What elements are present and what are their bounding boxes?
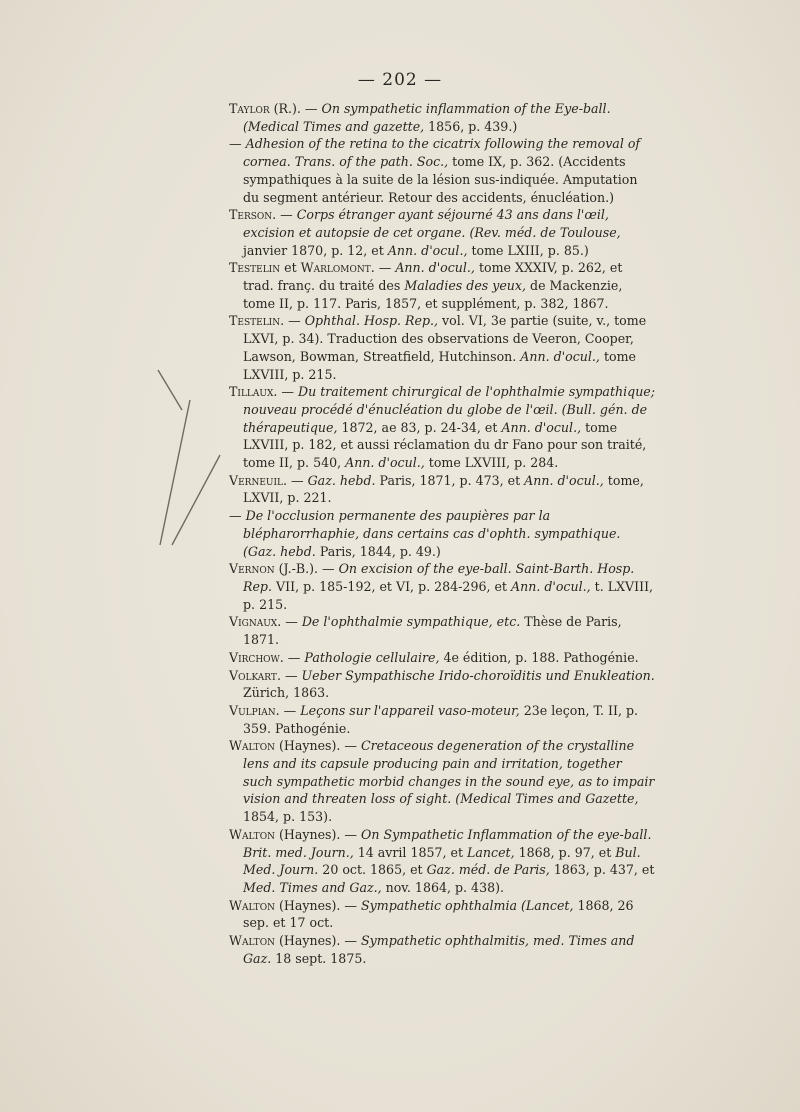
entry-text: (J.-B.). — [274,561,339,577]
entry-text: (Haynes). — [274,738,362,754]
bibliography-entry [229,649,655,667]
entry-author: Vignaux [229,614,278,630]
entry-text: 14 avril 1857, et [353,844,468,860]
entry-author: Terson [229,207,273,223]
entry-title: Sympathetic ophthalmitis, med. Times and Gaz. [243,933,635,966]
entry-author: Taylor [229,101,270,116]
entry-text: tome LXVIII, p. 182, et aussi réclamation du dr Fano pour son traité, tome II, p. 540, [243,419,647,471]
entry-text: janvier 1870, p. 12, et [243,242,388,258]
entry-title: Gaz. hebd. [307,472,376,488]
entry-title: On Sympathetic Inflammation of the eye-ball. Brit. med. Journ., [243,826,652,860]
entry-title: On excision of the eye-ball. Saint-Barth. Hosp. Rep. [243,561,635,594]
entry-title: Med. Times and Gaz., [243,879,382,895]
entry-text: tome LXIII, p. 85.) [467,242,589,258]
entry-text: . — [276,667,302,683]
entry-title: Ophthal. Hosp. Rep., [304,313,439,329]
entry-title: Sympathetic ophthalmia (Lancet, [361,897,574,913]
bibliography-entry [229,206,655,259]
bibliography-entry [229,737,655,826]
entry-text: . — [275,702,301,718]
entry-author: Testelin [229,260,281,276]
entry-text: 1854, p. 153). [243,809,333,825]
entry-text: . — [279,649,305,665]
entry-text: VII, p. 185-192, et VI, p. 284-296, et [272,578,511,594]
entry-text: Thèse de Paris, 1871. [243,614,622,648]
entry-title: Adhesion of the retina to the cicatrix following the removal of cornea. Trans. of the path. Soc., [243,136,641,170]
entry-text: . — [280,313,305,329]
entry-text: (R.). — [269,101,322,116]
entry-text: Paris, 1871, p. 473, et [375,472,525,488]
entry-title: Lancet, [467,844,515,860]
entry-author: Virchow [229,649,280,665]
entry-text: et [280,260,301,276]
entry-text: tome XXXIV, p. 262, et trad. franç. du traité des [243,260,623,294]
entry-title: Ann. d'ocul., [511,578,591,594]
entry-author: Volkart [229,667,277,683]
entry-text: tome, LXVII, p. 221. [243,472,644,506]
page-number: — 202 — [357,70,443,90]
entry-text: t. LXVIII, p. 215. [243,578,654,612]
entry-text: nov. 1864, p. 438). [381,879,505,895]
entry-text: Zürich, 1863. [243,685,330,701]
entry-text: 1868, 26 sep. et 17 oct. [243,897,634,931]
entry-title: Ann. d'ocul., [395,260,475,276]
entry-title: Ann. d'ocul., [501,419,582,435]
entry-author: Walton [229,933,275,949]
entry-title: Ann. d'ocul., [387,242,468,258]
bibliography-entry [229,897,655,932]
entry-title: Ueber Sympathische Irido-choroïditis und Enukleation. [301,667,655,683]
entry-text: 23e leçon, T. II, p. 359. Pathogénie. [243,702,639,736]
entry-title: Ann. d'ocul., [524,472,604,488]
entry-text: tome IX, p. 362. (Accidents sympathiques à la suite de la lésion sus-indiquée. Amputation du segment antérieur. Retour des accidents, énucléation.) [243,154,638,205]
entry-text: — [229,136,246,152]
entry-title: De l'ophthalmie sympathique, etc. [301,614,521,630]
entry-title: Du traitement chirurgical de l'ophthalmie sympathique; nouveau procédé d'énucléation du globe de l'œil. (Bull. gén. de thérapeutique, [243,384,656,435]
entry-text: de Mackenzie, tome II, p. 117. Paris, 1857, et supplément, p. 382, 1867. [243,278,623,311]
entry-text: 4e édition, p. 188. Pathogénie. [439,649,639,665]
bibliography-entry [229,667,655,702]
margin-pencil-mark [150,360,240,560]
entry-text: . — [272,207,297,223]
bibliography-entry [229,560,655,613]
entry-text: 18 sept. 1875. [271,950,367,966]
entry-title: Bul. Med. Journ. [243,844,641,878]
entry-text: Paris, 1844, p. 49.) [315,543,441,559]
bibliography-entry [229,932,655,967]
entry-text: tome LXVIII, p. 215. [243,348,636,382]
entry-title: Ann. d'ocul., [520,348,600,364]
bibliography-entry [229,702,655,737]
entry-title: Corps étranger ayant séjourné 43 ans dans l'œil, excision et autopsie de cet organe. (Rev. méd. de Toulouse, [243,207,621,240]
entry-text: vol. VI, 3e partie (suite, v., tome LXVI, p. 34). Traduction des observations de Veeron, Cooper, Lawson, Bowman, Streatfield, Hutchinson. [243,313,647,364]
entry-text: 20 oct. 1865, et [318,862,427,878]
bibliography-entry [229,383,655,472]
entry-text: — [229,508,246,524]
entry-author: Vulpian [229,702,276,718]
bibliography-list [229,100,655,967]
entry-text: . — [370,260,396,276]
bibliography-entry [229,613,655,648]
entry-title: De l'occlusion permanente des paupières par la blépharorrhaphie, dans certains cas d'ophth. sympathique. (Gaz. hebd. [243,508,621,559]
entry-author: Walton [229,738,275,754]
entry-text: 1868, p. 97, et [514,844,616,860]
bibliography-entry [229,259,655,312]
entry-title: Pathologie cellulaire, [304,649,440,665]
entry-title: Cretaceous degeneration of the crystalline lens and its capsule producing pain and irritation, together such sympathetic morbid changes in the sound eye, as to impair vision and threaten loss of sight. (Medical Times and Gazette, [243,738,655,807]
entry-text: 1863, p. 437, et [549,862,655,878]
entry-text: 1872, ae 83, p. 24-34, et [337,419,502,435]
bibliography-entry [229,472,655,507]
entry-text: . — [283,472,308,488]
entry-author: Vernon [229,561,275,577]
entry-author: Warlomont [300,260,371,276]
bibliography-entry [229,507,655,560]
entry-text: . — [277,614,302,630]
entry-title: Ann. d'ocul., [345,455,425,471]
entry-title: On sympathetic inflammation of the Eye-ball. (Medical Times and gazette, [243,101,611,134]
entry-author: Verneuil [229,472,284,488]
entry-text: (Haynes). — [274,897,362,913]
bibliography-entry [229,826,655,897]
entry-title: Leçons sur l'appareil vaso-moteur, [300,702,520,718]
bibliography-entry [229,100,655,135]
bibliography-entry [229,312,655,383]
entry-text: (Haynes). — [274,933,362,949]
entry-title: Maladies des yeux, [404,278,527,294]
entry-author: Testelin [229,313,281,329]
entry-text: (Haynes). — [274,826,362,842]
entry-text: tome LXVIII, p. 284. [424,455,559,471]
entry-author: Walton [229,826,275,842]
entry-title: Gaz. méd. de Paris, [426,862,550,878]
entry-text: . — [273,384,299,400]
entry-author: Walton [229,897,275,913]
entry-text: 1856, p. 439.) [424,118,518,134]
bibliography-entry [229,135,655,206]
entry-author: Tillaux [229,384,274,400]
